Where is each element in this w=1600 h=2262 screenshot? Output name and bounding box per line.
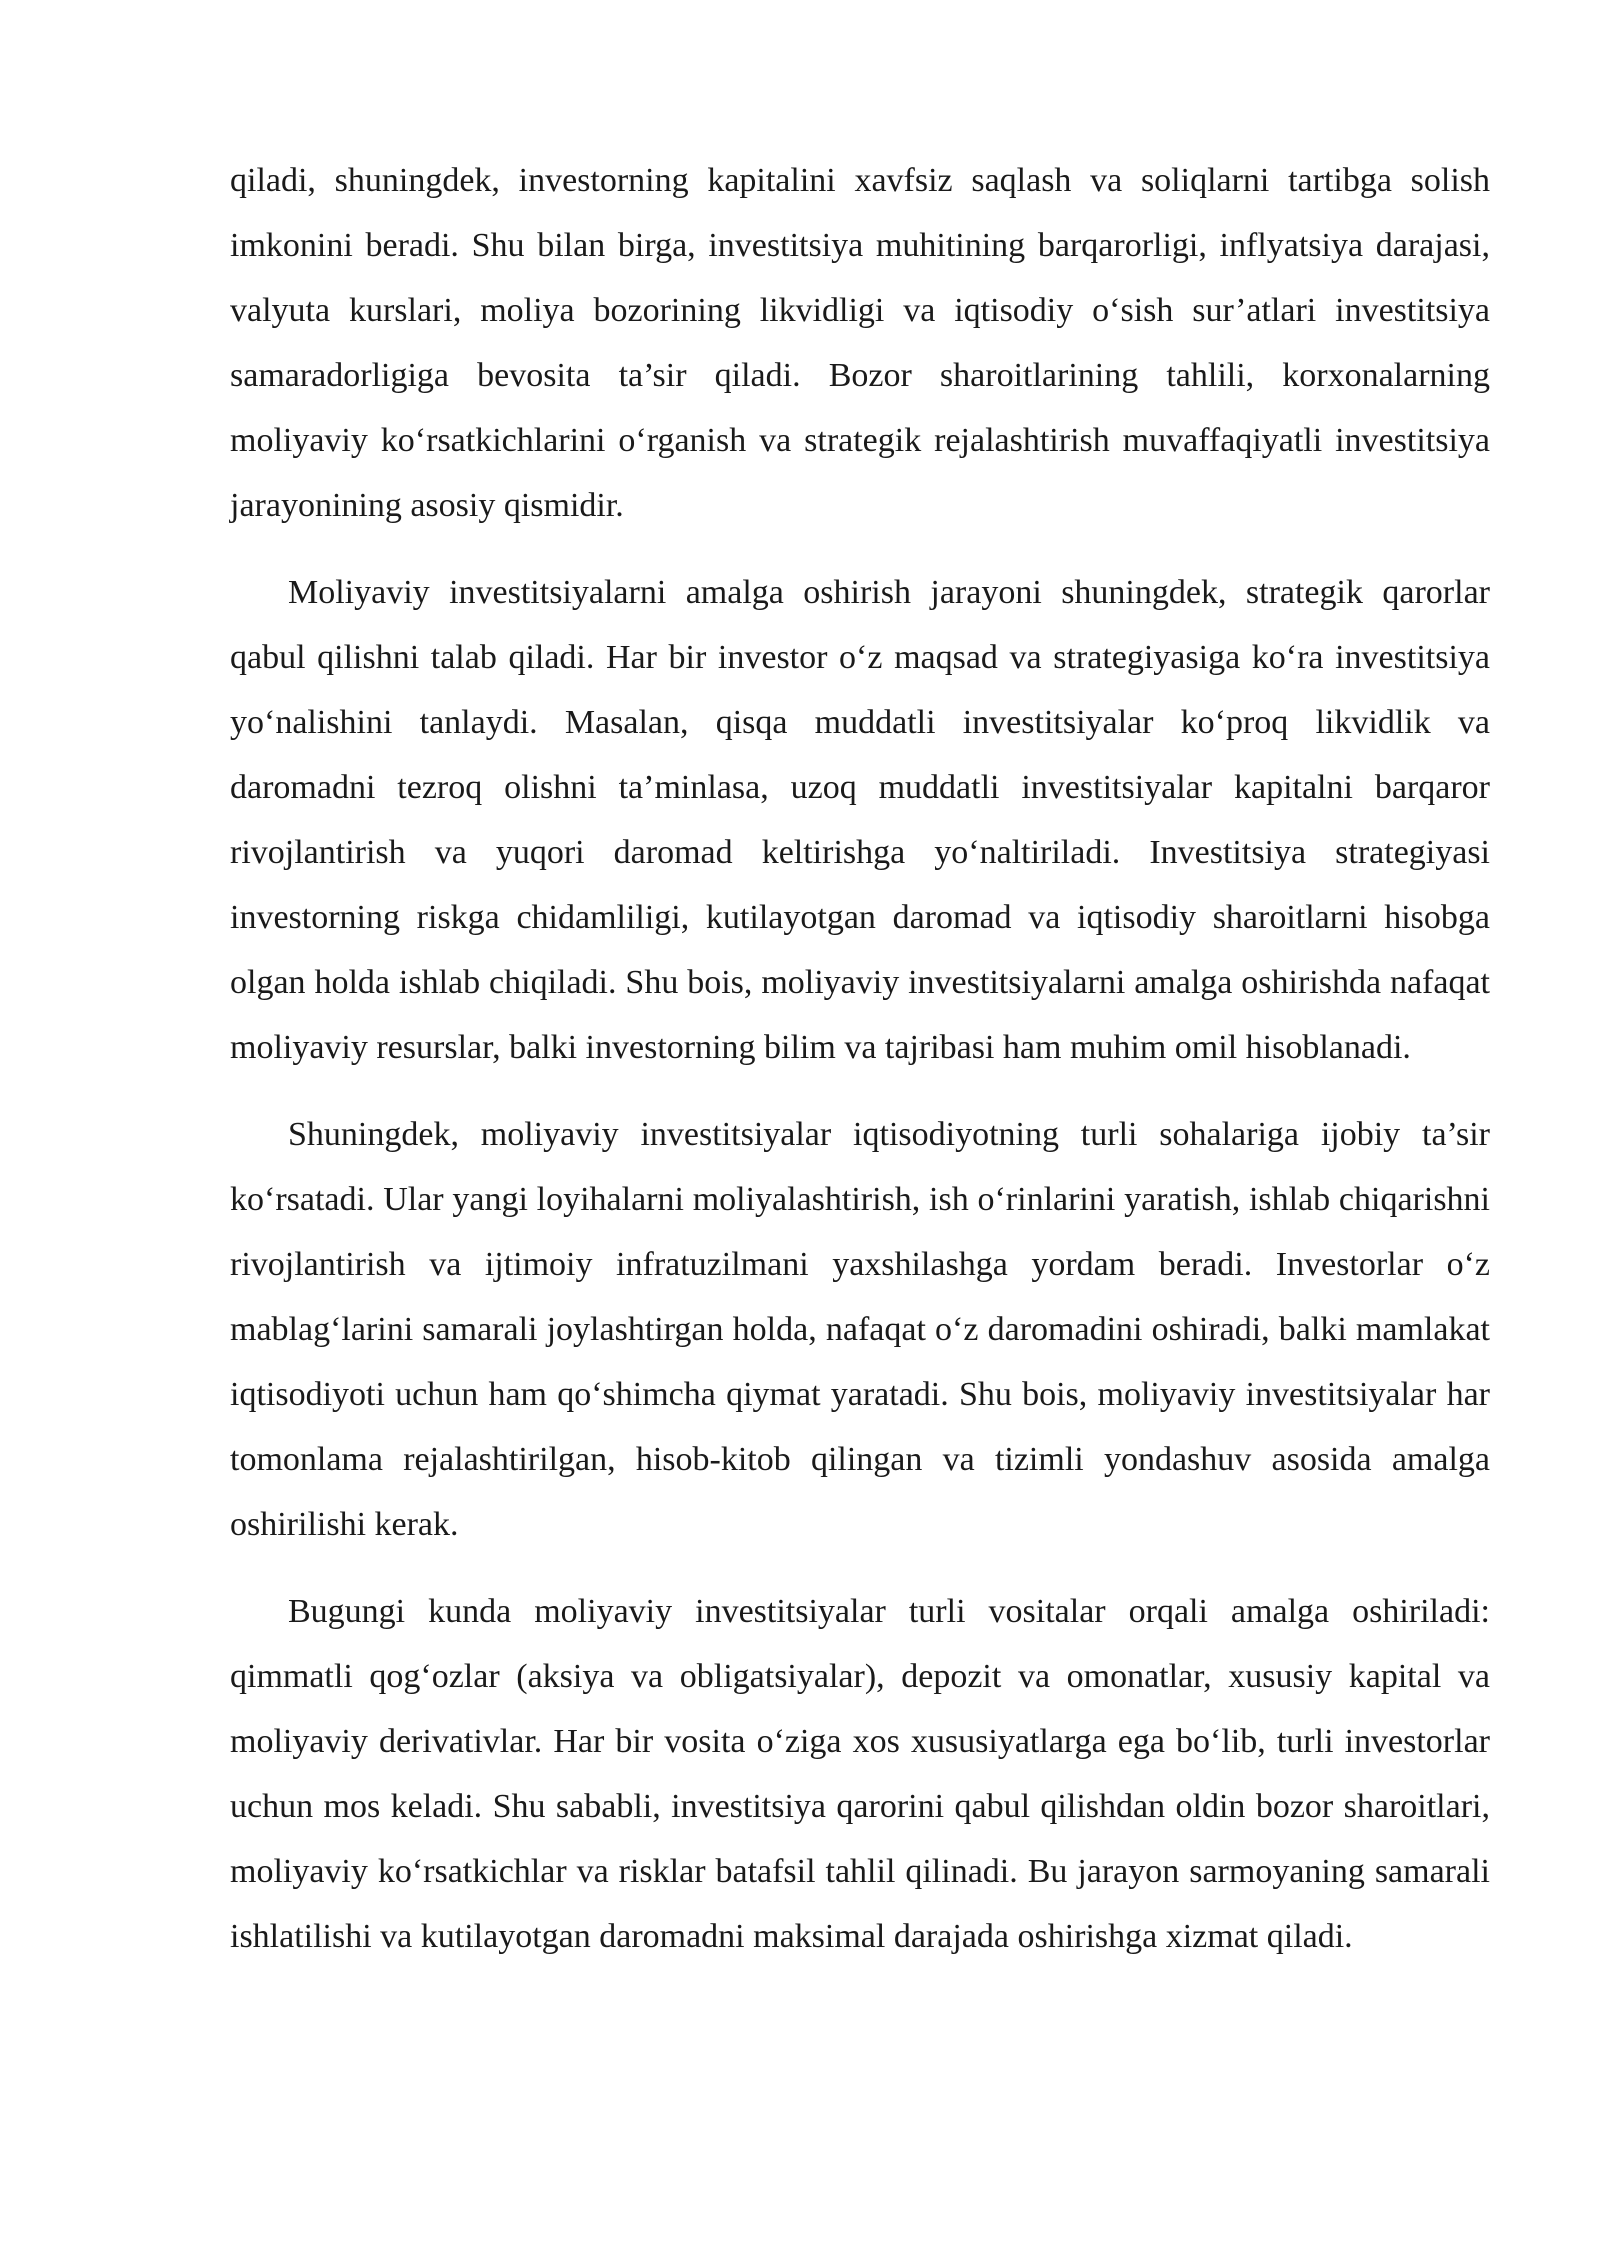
paragraph-strategic-decisions: Moliyaviy investitsiyalarni amalga oshirish jarayoni shuningdek, strategik qarorlar qabul qilishni talab qiladi. Har bir investor o‘z maqsad va strategiyasiga ko‘ra investitsiya yo‘nalishini tanlaydi. Masalan, qisqa muddatli investitsiyalar ko‘proq likvidlik va daromadni tezroq olishni ta’minlasa, uzoq muddatli investitsiyalar kapitalni barqaror rivojlantirish va yuqori daromad keltirishga yo‘naltiriladi. Investitsiya strategiyasi investorning riskga chidamliligi, kutilayotgan daromad va iqtisodiy sharoitlarni hisobga olgan holda ishlab chiqiladi. Shu bois, moliyaviy investitsiyalarni amalga oshirishda nafaqat moliyaviy resurslar, balki investorning bilim va tajribasi ham muhim omil hisoblanadi. [230,574,1490,1066]
paragraph-economic-impact: Shuningdek, moliyaviy investitsiyalar iqtisodiyotning turli sohalariga ijobiy ta’sir ko‘rsatadi. Ular yangi loyihalarni moliyalashtirish, ish o‘rinlarini yaratish, ishlab chiqarishni rivojlantirish va ijtimoiy infratuzilmani yaxshilashga yordam beradi. Investorlar o‘z mablag‘larini samarali joylashtirgan holda, nafaqat o‘z daromadini oshiradi, balki mamlakat iqtisodiyoti uchun ham qo‘shimcha qiymat yaratadi. Shu bois, moliyaviy investitsiyalar har tomonlama rejalashtirilgan, hisob-kitob qilingan va tizimli yondashuv asosida amalga oshirilishi kerak. [230,1116,1490,1543]
paragraph-continuation: qiladi, shuningdek, investorning kapitalini xavfsiz saqlash va soliqlarni tartibga solish imkonini beradi. Shu bilan birga, investitsiya muhitining barqarorligi, inflyatsiya darajasi, valyuta kurslari, moliya bozorining likvidligi va iqtisodiy o‘sish sur’atlari investitsiya samaradorligiga bevosita ta’sir qiladi. Bozor sharoitlarining tahlili, korxonalarning moliyaviy ko‘rsatkichlarini o‘rganish va strategik rejalashtirish muvaffaqiyatli investitsiya jarayonining asosiy qismidir. [230,162,1490,524]
document-body [230,148,1490,1991]
paragraph-investment-instruments: Bugungi kunda moliyaviy investitsiyalar turli vositalar orqali amalga oshiriladi: qimmatli qog‘ozlar (aksiya va obligatsiyalar), depozit va omonatlar, xususiy kapital va moliyaviy derivativlar. Har bir vosita o‘ziga xos xususiyatlarga ega bo‘lib, turli investorlar uchun mos keladi. Shu sababli, investitsiya qarorini qabul qilishdan oldin bozor sharoitlari, moliyaviy ko‘rsatkichlar va risklar batafsil tahlil qilinadi. Bu jarayon sarmoyaning samarali ishlatilishi va kutilayotgan daromadni maksimal darajada oshirishga xizmat qiladi. [230,1593,1490,1955]
